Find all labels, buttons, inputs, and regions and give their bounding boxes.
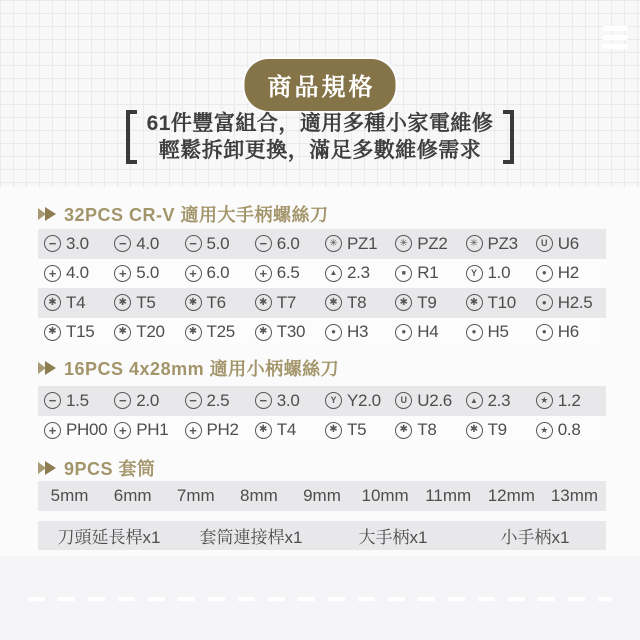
bit-label: 2.3 <box>487 390 511 410</box>
socket-size: 9mm <box>303 485 341 505</box>
flat-icon: − <box>44 235 61 252</box>
bit-cell <box>466 322 536 342</box>
bit-label: 0.8 <box>557 420 581 440</box>
phillips-icon: + <box>185 422 202 439</box>
hex-icon: ● <box>536 265 553 282</box>
bit-cell <box>114 263 184 283</box>
y-type-icon: Y <box>325 392 342 409</box>
bit-label: 2.0 <box>136 390 159 410</box>
flat-icon: − <box>185 235 202 252</box>
phillips-icon: + <box>44 265 61 282</box>
bit-label: T20 <box>136 322 165 342</box>
spec-content <box>0 187 640 550</box>
bit-label: 6.5 <box>276 263 300 283</box>
torx-icon: ✱ <box>325 422 342 439</box>
double-arrow-icon <box>38 207 58 221</box>
bit-label: PH00 <box>66 420 108 440</box>
dashed-divider <box>28 597 612 601</box>
y-type-icon: Y <box>466 265 483 282</box>
section-title: 32PCS CR-V 適用大手柄螺絲刀 <box>64 205 329 225</box>
bit-label: T9 <box>417 292 437 312</box>
bit-cell <box>466 293 536 313</box>
flat-icon: − <box>255 235 272 252</box>
bit-row <box>38 318 606 348</box>
torx-icon: ✱ <box>255 294 272 311</box>
bit-label: T25 <box>206 322 235 342</box>
flat-icon: − <box>255 392 272 409</box>
square-icon: ■ <box>395 265 412 282</box>
u-type-icon: U <box>395 392 412 409</box>
bit-cell <box>395 391 465 411</box>
bit-label: T5 <box>347 420 367 440</box>
section-badge-title: 商品規格 <box>245 59 396 111</box>
torx-icon: ✱ <box>395 294 412 311</box>
bit-label: PZ1 <box>347 233 378 253</box>
bit-label: T4 <box>276 420 296 440</box>
bit-cell <box>395 234 465 254</box>
pozidriv-icon: ✳ <box>325 235 342 252</box>
bit-label: 3.0 <box>276 390 300 410</box>
bit-cell <box>185 234 255 254</box>
torx-icon: ✱ <box>255 422 272 439</box>
bit-label: H2.5 <box>557 292 593 312</box>
bit-cell <box>44 234 114 254</box>
torx-icon: ✱ <box>466 294 483 311</box>
bit-label: U6 <box>557 233 579 253</box>
bit-label: 4.0 <box>136 233 159 253</box>
torx-icon: ✱ <box>185 324 202 341</box>
torx-icon: ✱ <box>325 294 342 311</box>
phillips-icon: + <box>44 422 61 439</box>
bit-cell <box>466 391 536 411</box>
right-bracket-icon <box>503 110 514 164</box>
bit-row <box>38 229 606 259</box>
bit-label: 1.2 <box>557 390 581 410</box>
bit-label: PZ2 <box>417 233 448 253</box>
bit-cell <box>114 322 184 342</box>
accessory-item: 刀頭延長桿x1 <box>57 527 161 547</box>
bit-label: PH1 <box>136 420 169 440</box>
bit-label: T5 <box>136 292 156 312</box>
bit-cell <box>114 234 184 254</box>
subtitle-block <box>0 110 640 164</box>
hex-icon: ● <box>466 324 483 341</box>
bit-cell <box>325 234 395 254</box>
bit-cell <box>44 263 114 283</box>
bit-cell <box>185 391 255 411</box>
bit-label: 5.0 <box>206 233 230 253</box>
bit-label: 4.0 <box>66 263 89 283</box>
phillips-icon: + <box>114 265 131 282</box>
double-arrow-icon <box>38 361 58 375</box>
bit-label: H2 <box>557 263 579 283</box>
bit-cell <box>395 293 465 313</box>
bit-cell <box>325 263 395 283</box>
torx-icon: ✱ <box>185 294 202 311</box>
phillips-icon: + <box>114 422 131 439</box>
subtitle-lines <box>147 110 494 164</box>
hamburger-menu-icon[interactable] <box>602 26 628 49</box>
bit-label: U2.6 <box>417 390 452 410</box>
bit-cell <box>325 391 395 411</box>
socket-size: 8mm <box>239 485 278 505</box>
hex-icon: ● <box>536 294 553 311</box>
bit-cell <box>44 420 114 440</box>
section-title: 16PCS 4x28mm 適用小柄螺絲刀 <box>64 359 340 379</box>
bit-label: T8 <box>417 420 437 440</box>
bit-label: T30 <box>276 322 306 342</box>
bit-label: H5 <box>487 322 509 342</box>
bit-cell <box>325 293 395 313</box>
triangle-icon: ▲ <box>466 392 483 409</box>
subtitle-line-1: 61件豐富組合，適用多種小家電維修 <box>146 112 494 135</box>
bit-row <box>38 386 606 416</box>
bit-cell <box>536 293 606 313</box>
hamburger-bar <box>602 44 628 49</box>
torx-icon: ✱ <box>114 324 131 341</box>
bit-label: R1 <box>417 263 439 283</box>
accessory-item: 小手柄x1 <box>500 527 570 547</box>
bit-label: T9 <box>487 420 507 440</box>
hex-icon: ● <box>395 324 412 341</box>
flat-icon: − <box>185 392 202 409</box>
bit-table-32pcs <box>38 229 606 347</box>
torx-icon: ✱ <box>44 294 61 311</box>
socket-size-row <box>38 481 606 511</box>
bit-cell <box>536 322 606 342</box>
bit-cell <box>466 420 536 440</box>
bit-label: H3 <box>347 322 369 342</box>
bit-label: 3.0 <box>66 233 89 253</box>
hamburger-bar <box>602 35 628 40</box>
bit-label: 6.0 <box>276 233 300 253</box>
star-icon: ★ <box>536 422 553 439</box>
bit-label: H4 <box>417 322 439 342</box>
phillips-icon: + <box>185 265 202 282</box>
hamburger-bar <box>602 26 628 31</box>
bit-cell <box>395 322 465 342</box>
bit-cell <box>255 263 325 283</box>
socket-size: 11mm <box>425 485 472 505</box>
pozidriv-icon: ✳ <box>466 235 483 252</box>
bit-cell <box>466 234 536 254</box>
bit-cell <box>536 420 606 440</box>
section-header-16pcs <box>38 357 640 379</box>
flat-icon: − <box>44 392 61 409</box>
bit-cell <box>44 391 114 411</box>
bit-cell <box>255 234 325 254</box>
bit-cell <box>466 263 536 283</box>
socket-size: 5mm <box>50 485 89 505</box>
bit-cell <box>44 322 114 342</box>
bit-row <box>38 259 606 289</box>
hex-icon: ● <box>325 324 342 341</box>
torx-icon: ✱ <box>395 422 412 439</box>
bit-cell <box>395 263 465 283</box>
bit-cell <box>255 293 325 313</box>
subtitle-line-2: 輕鬆拆卸更換，滿足多數維修需求 <box>158 139 482 162</box>
bit-row <box>38 288 606 318</box>
torx-icon: ✱ <box>255 324 272 341</box>
bit-table-16pcs <box>38 386 606 445</box>
section-header-9pcs <box>38 457 640 479</box>
pozidriv-icon: ✳ <box>395 235 412 252</box>
bit-label: PH2 <box>206 420 239 440</box>
bit-cell <box>536 391 606 411</box>
bit-label: PZ3 <box>487 233 518 253</box>
bit-cell <box>114 293 184 313</box>
bit-label: Y2.0 <box>347 390 381 410</box>
star-icon: ★ <box>536 392 553 409</box>
bit-cell <box>255 391 325 411</box>
bit-cell <box>536 263 606 283</box>
accessory-item: 套筒連接桿x1 <box>199 527 303 547</box>
triangle-icon: ▲ <box>325 265 342 282</box>
flat-icon: − <box>114 235 131 252</box>
left-bracket-icon <box>126 110 137 164</box>
bit-cell <box>185 293 255 313</box>
bit-cell <box>114 391 184 411</box>
bit-cell <box>185 420 255 440</box>
bit-cell <box>395 420 465 440</box>
bit-cell <box>255 322 325 342</box>
bit-label: T15 <box>66 322 95 342</box>
bit-label: 1.5 <box>66 390 89 410</box>
section-title: 9PCS 套筒 <box>64 459 156 479</box>
bit-label: T10 <box>487 292 516 312</box>
phillips-icon: + <box>255 265 272 282</box>
bit-label: H6 <box>557 322 579 342</box>
torx-icon: ✱ <box>466 422 483 439</box>
bit-label: 5.0 <box>136 263 159 283</box>
u-type-icon: U <box>536 235 553 252</box>
bit-label: 2.3 <box>347 263 370 283</box>
bit-cell <box>185 322 255 342</box>
bit-label: 1.0 <box>487 263 511 283</box>
flat-icon: − <box>114 392 131 409</box>
socket-size: 7mm <box>176 485 215 505</box>
torx-icon: ✱ <box>44 324 61 341</box>
bit-label: T6 <box>206 292 226 312</box>
bit-cell <box>44 293 114 313</box>
double-arrow-icon <box>38 461 58 475</box>
bit-row <box>38 416 606 446</box>
bit-cell <box>325 420 395 440</box>
bit-label: T7 <box>276 292 296 312</box>
bit-label: 2.5 <box>206 390 230 410</box>
socket-size: 13mm <box>550 485 599 505</box>
socket-size: 10mm <box>361 485 409 505</box>
socket-size: 6mm <box>113 485 152 505</box>
bit-cell <box>114 420 184 440</box>
socket-size: 12mm <box>487 485 535 505</box>
bit-label: T4 <box>66 292 86 312</box>
torx-icon: ✱ <box>114 294 131 311</box>
hex-icon: ● <box>536 324 553 341</box>
bit-cell <box>536 234 606 254</box>
accessory-item: 大手柄x1 <box>358 527 428 547</box>
bit-cell <box>255 420 325 440</box>
bit-cell <box>325 322 395 342</box>
bit-cell <box>185 263 255 283</box>
bit-label: T8 <box>347 292 367 312</box>
section-header-32pcs <box>38 203 640 225</box>
bit-label: 6.0 <box>206 263 230 283</box>
accessory-row <box>38 521 606 551</box>
